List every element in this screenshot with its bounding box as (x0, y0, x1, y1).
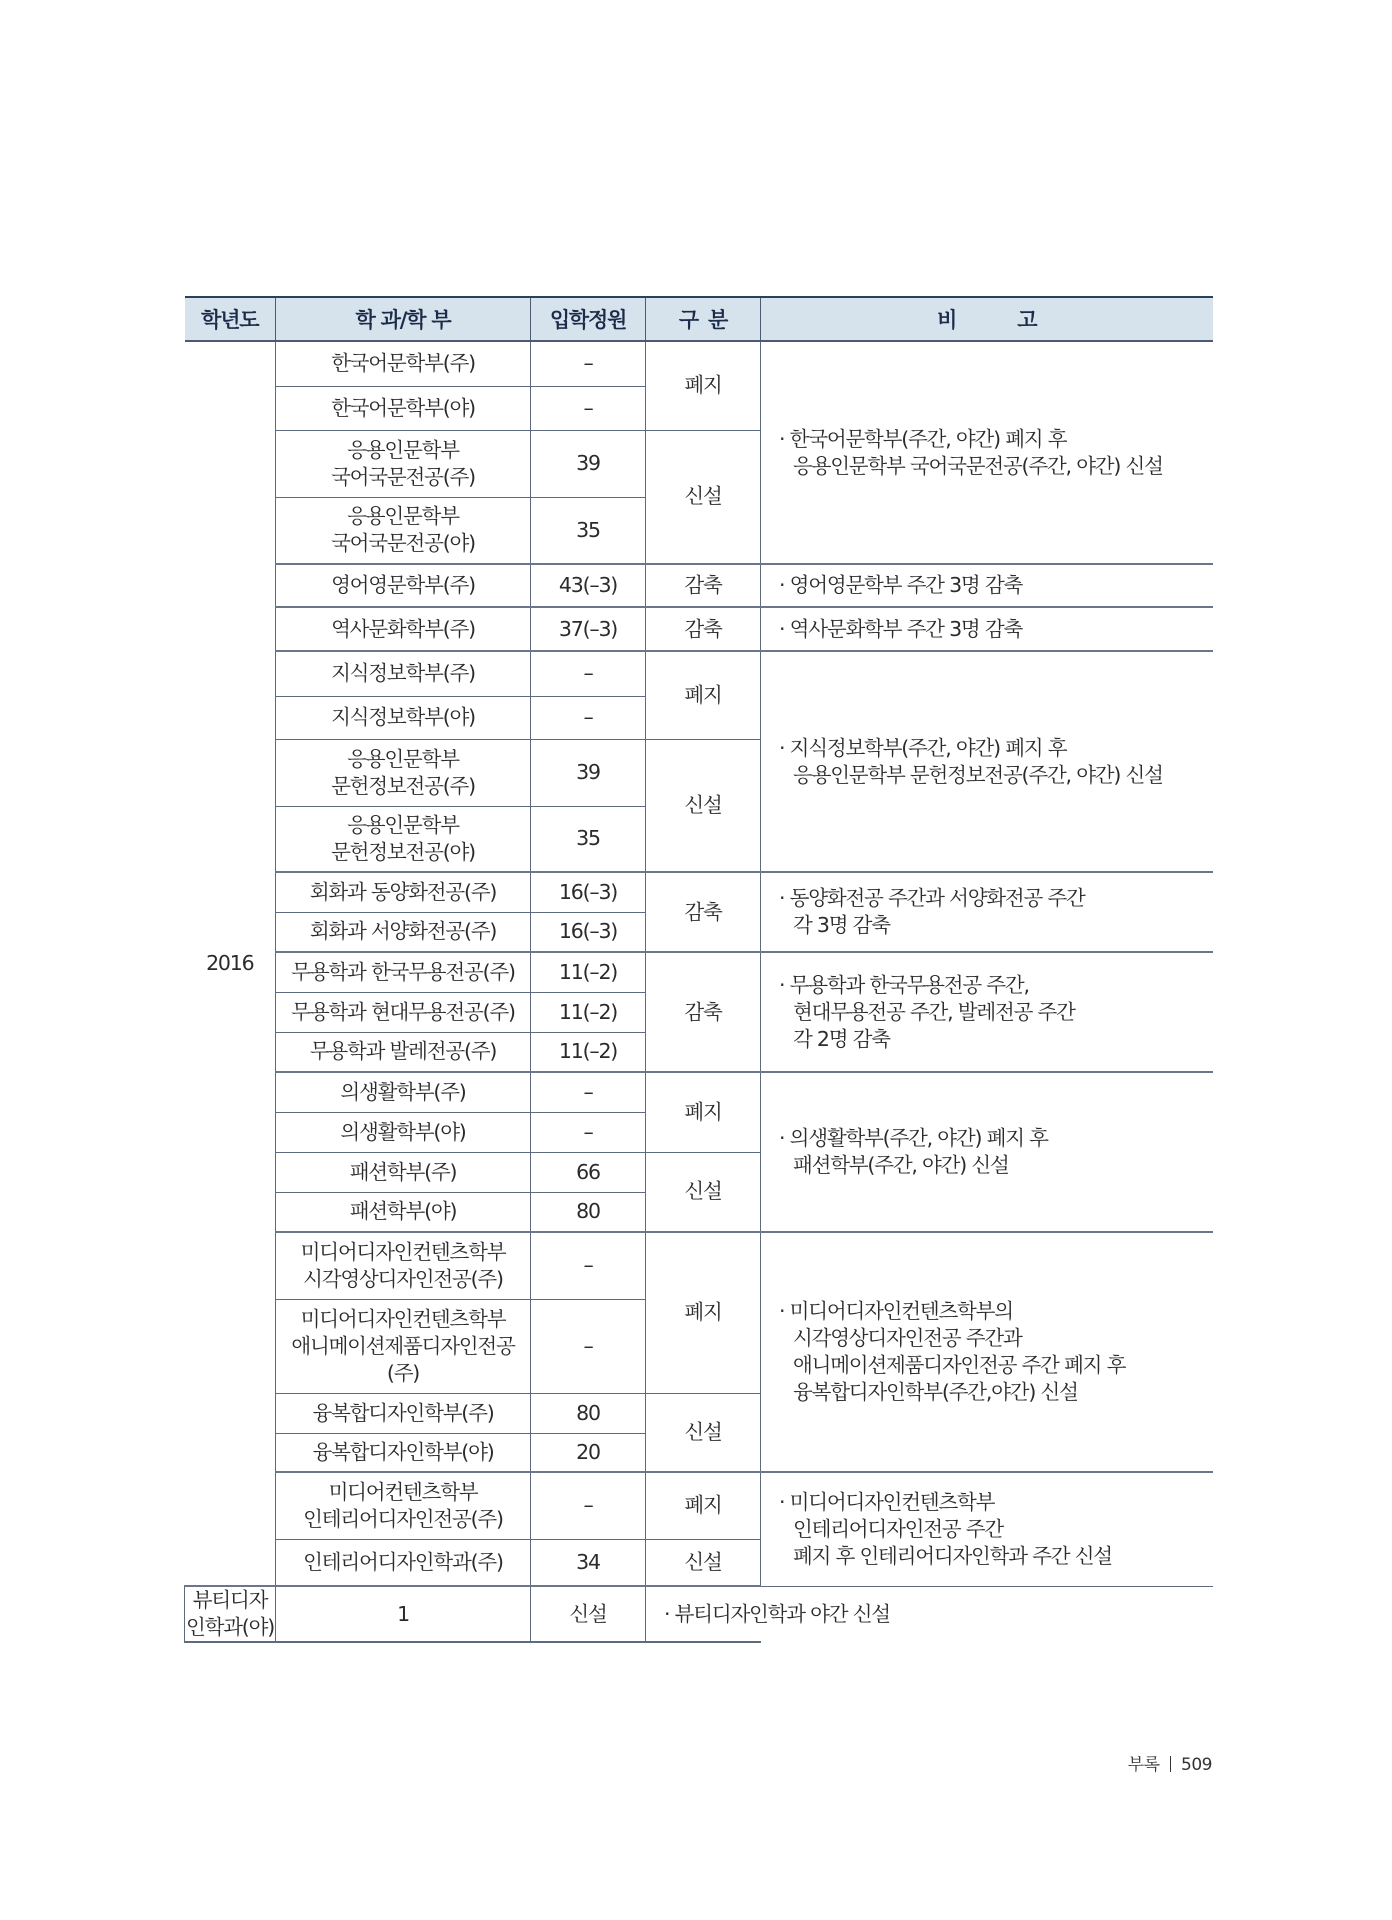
dept-cell: 영어영문학부(주) (276, 564, 531, 607)
type-cell: 감축 (646, 872, 761, 952)
dept-cell: 뷰티디자인학과(야) (185, 1586, 276, 1642)
quota-cell: – (531, 1112, 646, 1152)
quota-cell: – (531, 1299, 646, 1393)
quota-cell: – (531, 386, 646, 430)
quota-cell: 39 (531, 739, 646, 806)
type-cell: 신설 (646, 1393, 761, 1472)
dept-cell: 응용인문학부 문헌정보전공(주) (276, 739, 531, 806)
header-quota: 입학정원 (531, 297, 646, 341)
table-row (185, 1072, 1213, 1112)
type-cell: 신설 (531, 1586, 646, 1642)
quota-cell: 1 (276, 1586, 531, 1642)
quota-cell: – (531, 1072, 646, 1112)
admission-quota-table (184, 296, 1213, 1643)
type-cell: 신설 (646, 1539, 761, 1586)
table-header-row (185, 297, 1213, 341)
type-cell: 폐지 (646, 1232, 761, 1393)
dept-cell: 응용인문학부 국어국문전공(주) (276, 430, 531, 497)
dept-cell: 융복합디자인학부(야) (276, 1433, 531, 1472)
dept-cell: 회화과 서양화전공(주) (276, 912, 531, 952)
page-number: 509 (1181, 1755, 1212, 1775)
table-row (185, 564, 1213, 607)
quota-cell: 39 (531, 430, 646, 497)
table-row (185, 1472, 1213, 1539)
dept-cell: 회화과 동양화전공(주) (276, 872, 531, 912)
dept-cell: 역사문화학부(주) (276, 607, 531, 651)
quota-cell: – (531, 1472, 646, 1539)
type-cell: 폐지 (646, 341, 761, 430)
year-cell: 2016 (185, 341, 276, 1586)
dept-cell: 패션학부(주) (276, 1152, 531, 1192)
quota-cell: 16(–3) (531, 872, 646, 912)
quota-cell: 35 (531, 806, 646, 872)
quota-cell: 11(–2) (531, 992, 646, 1032)
dept-cell: 한국어문학부(주) (276, 341, 531, 386)
note-cell: · 역사문화학부 주간 3명 감축 (761, 607, 1213, 651)
dept-cell: 한국어문학부(야) (276, 386, 531, 430)
type-cell: 감축 (646, 607, 761, 651)
quota-cell: 80 (531, 1393, 646, 1433)
table-row (185, 1232, 1213, 1299)
type-cell: 폐지 (646, 1072, 761, 1152)
quota-cell: 66 (531, 1152, 646, 1192)
quota-cell: – (531, 1232, 646, 1299)
footer-section: 부록 (1127, 1755, 1160, 1775)
header-department: 학 과/학 부 (276, 297, 531, 341)
type-cell: 감축 (646, 952, 761, 1072)
type-cell: 신설 (646, 430, 761, 564)
dept-cell: 지식정보학부(야) (276, 696, 531, 739)
dept-cell: 지식정보학부(주) (276, 651, 531, 696)
header-note: 비 고 (761, 297, 1213, 341)
note-cell: · 미디어디자인컨텐츠학부의 시각영상디자인전공 주간과 애니메이션제품디자인전공 주간 폐지 후 융복합디자인학부(주간,야간) 신설 (761, 1232, 1213, 1472)
quota-cell: 80 (531, 1192, 646, 1232)
header-year: 학년도 (185, 297, 276, 341)
type-cell: 폐지 (646, 1472, 761, 1539)
type-cell: 신설 (646, 1152, 761, 1232)
type-cell: 신설 (646, 739, 761, 872)
note-cell: · 영어영문학부 주간 3명 감축 (761, 564, 1213, 607)
note-cell: · 무용학과 한국무용전공 주간, 현대무용전공 주간, 발레전공 주간 각 2명 감축 (761, 952, 1213, 1072)
quota-cell: 16(–3) (531, 912, 646, 952)
table-row (185, 872, 1213, 912)
quota-cell: 35 (531, 497, 646, 564)
note-cell: · 뷰티디자인학과 야간 신설 (646, 1586, 761, 1642)
dept-cell: 미디어컨텐츠학부 인테리어디자인전공(주) (276, 1472, 531, 1539)
table-row (185, 607, 1213, 651)
header-type: 구 분 (646, 297, 761, 341)
table-row (185, 651, 1213, 696)
quota-cell: – (531, 341, 646, 386)
quota-cell: 37(–3) (531, 607, 646, 651)
quota-cell: 43(–3) (531, 564, 646, 607)
quota-cell: 11(–2) (531, 1032, 646, 1072)
note-cell: · 동양화전공 주간과 서양화전공 주간 각 3명 감축 (761, 872, 1213, 952)
type-cell: 폐지 (646, 651, 761, 739)
dept-cell: 응용인문학부 문헌정보전공(야) (276, 806, 531, 872)
note-cell: · 지식정보학부(주간, 야간) 폐지 후 응용인문학부 문헌정보전공(주간, 야간) 신설 (761, 651, 1213, 872)
quota-cell: 20 (531, 1433, 646, 1472)
table-row (185, 1586, 1213, 1642)
dept-cell: 무용학과 한국무용전공(주) (276, 952, 531, 992)
note-cell: · 의생활학부(주간, 야간) 폐지 후 패션학부(주간, 야간) 신설 (761, 1072, 1213, 1232)
dept-cell: 미디어디자인컨텐츠학부 시각영상디자인전공(주) (276, 1232, 531, 1299)
dept-cell: 융복합디자인학부(주) (276, 1393, 531, 1433)
note-cell: · 미디어디자인컨텐츠학부 인테리어디자인전공 주간 폐지 후 인테리어디자인학과 주간 신설 (761, 1472, 1213, 1586)
dept-cell: 응용인문학부 국어국문전공(야) (276, 497, 531, 564)
quota-cell: 11(–2) (531, 952, 646, 992)
dept-cell: 패션학부(야) (276, 1192, 531, 1232)
footer-divider (1170, 1756, 1172, 1772)
dept-cell: 무용학과 발레전공(주) (276, 1032, 531, 1072)
dept-cell: 의생활학부(주) (276, 1072, 531, 1112)
quota-cell: – (531, 651, 646, 696)
note-cell: · 한국어문학부(주간, 야간) 폐지 후 응용인문학부 국어국문전공(주간, 야간) 신설 (761, 341, 1213, 564)
dept-cell: 인테리어디자인학과(주) (276, 1539, 531, 1586)
dept-cell: 미디어디자인컨텐츠학부 애니메이션제품디자인전공 (주) (276, 1299, 531, 1393)
table-row (185, 952, 1213, 992)
type-cell: 감축 (646, 564, 761, 607)
quota-cell: – (531, 696, 646, 739)
table-row (185, 341, 1213, 386)
page-footer (1128, 1750, 1212, 1775)
quota-cell: 34 (531, 1539, 646, 1586)
dept-cell: 무용학과 현대무용전공(주) (276, 992, 531, 1032)
dept-cell: 의생활학부(야) (276, 1112, 531, 1152)
